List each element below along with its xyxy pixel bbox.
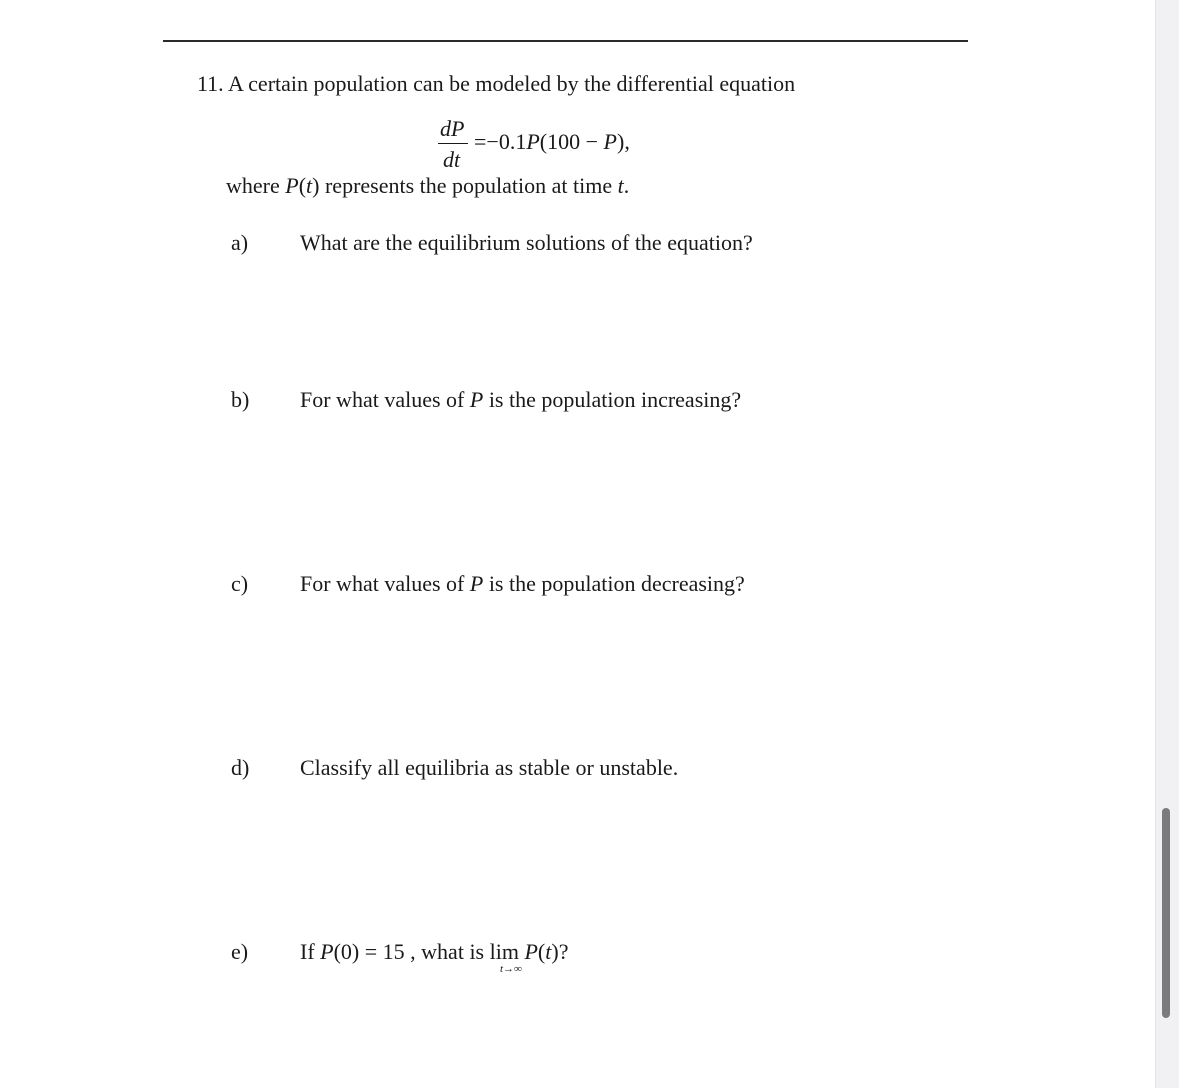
part-e-q: ?	[558, 939, 569, 964]
part-e-lp: (	[537, 939, 546, 964]
where-p: P	[285, 173, 299, 198]
where-lparen: (	[298, 173, 307, 198]
eq-inner: 100 −	[547, 129, 604, 154]
part-b-question	[300, 387, 741, 413]
part-c-question	[300, 571, 745, 597]
where-t2: t	[617, 173, 624, 198]
eq-numerator: dP	[440, 116, 465, 141]
problem-intro: A certain population can be modeled by the differential equation	[227, 71, 796, 96]
problem-intro-line	[197, 71, 795, 97]
eq-rhs	[474, 129, 630, 155]
where-t: t	[306, 173, 313, 198]
limit-subscript: t→∞	[500, 963, 522, 975]
where-line	[226, 173, 629, 199]
part-c-post: is the population decreasing?	[483, 571, 745, 596]
part-d-question: Classify all equilibria as stable or unstable.	[300, 755, 679, 780]
part-c-pre: For what values of	[300, 571, 470, 596]
part-b-label: b)	[231, 387, 250, 412]
top-rule	[163, 40, 968, 42]
part-a-label: a)	[231, 230, 249, 255]
eq-comma: ,	[624, 129, 630, 154]
where-rparen: )	[312, 173, 320, 198]
problem-number: 11.	[197, 71, 224, 96]
part-b-pre: For what values of	[300, 387, 470, 412]
eq-p2: P	[603, 129, 617, 154]
fraction-bar	[438, 143, 468, 144]
eq-p1: P	[526, 129, 540, 154]
part-e-p: P	[320, 939, 334, 964]
part-e-eq: = 15 , what is	[359, 939, 490, 964]
eq-coefficient: −0.1	[486, 129, 527, 154]
part-d-label: d)	[231, 755, 250, 780]
part-c-var: P	[469, 571, 484, 596]
where-middle: represents the population at time	[319, 173, 618, 198]
eq-open: (	[539, 129, 548, 154]
eq-denominator: dt	[443, 147, 461, 172]
part-e-t: t	[545, 939, 552, 964]
where-prefix: where	[226, 173, 286, 198]
part-e-p2: P	[524, 939, 538, 964]
eq-equals: =	[474, 129, 487, 154]
part-e-label: e)	[231, 939, 249, 964]
part-e-arg: (0)	[333, 939, 360, 964]
part-e-lim: lim	[489, 939, 519, 964]
part-a-question: What are the equilibrium solutions of the equation?	[300, 230, 753, 255]
scrollbar-thumb[interactable]	[1162, 808, 1170, 1018]
part-e-question	[300, 939, 568, 965]
where-period: .	[623, 173, 630, 198]
part-c-label: c)	[231, 571, 249, 596]
part-e-rp: )	[551, 939, 559, 964]
part-b-post: is the population increasing?	[483, 387, 742, 412]
part-e-pre: If	[300, 939, 321, 964]
eq-close: )	[617, 129, 625, 154]
part-b-var: P	[469, 387, 484, 412]
